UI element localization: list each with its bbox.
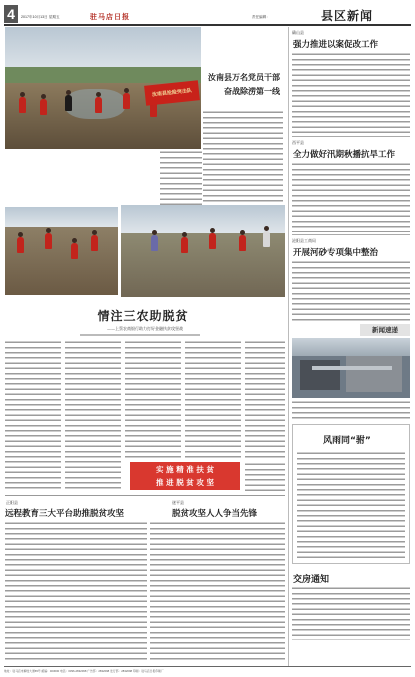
story1-body [5, 521, 147, 661]
poverty-feature-col3 [125, 340, 181, 460]
notice-title: 交房通知 [293, 575, 330, 585]
poverty-feature-title: 情注三农助脱贫 [97, 309, 189, 323]
item2-tag: 西平县 [292, 140, 304, 145]
header-rule [4, 24, 411, 26]
notice-body [292, 586, 410, 640]
news-photo [292, 338, 410, 398]
poverty-feature-subtitle: ——上蔡农商银行助力打好金融扶贫攻坚战 [107, 326, 183, 331]
date-line: 2017年10月13日 星期五 [21, 15, 60, 19]
photo-tag: 新闻速递 [360, 324, 410, 336]
poverty-feature-col4 [185, 340, 241, 460]
lead-headline-line2: 奋战除涝第一线 [224, 87, 280, 96]
column-title: 风雨同“驸” [323, 436, 371, 446]
footer-line: 地址：驻马店市解放大道65号 邮编：463000 电话：0396-2832098 广告部：2832098 发行部：2832098 印刷：驻马店日报印刷厂 [4, 669, 164, 673]
page-number: 4 [4, 5, 18, 23]
story2-body [150, 521, 285, 661]
item3-title: 开展河砂专项集中整治 [293, 248, 379, 258]
field-photo-2 [121, 205, 285, 297]
story1-title: 远程教育三大平台助推脱贫攻坚 [5, 509, 125, 519]
lead-body-text-2 [160, 150, 202, 210]
story2-title: 脱贫攻坚人人争当先锋 [172, 509, 258, 519]
item1-body [292, 52, 410, 134]
news-photo-caption [292, 400, 410, 420]
poverty-feature-col2 [65, 340, 121, 490]
item1-tag: 确山县 [292, 30, 304, 35]
column-box [292, 424, 410, 564]
item3-tag: 泌阳县工商局 [292, 238, 316, 243]
lead-headline-line1: 汝南县万名党员干部 [208, 73, 280, 82]
poverty-feature-col5 [245, 340, 285, 460]
lead-headline [162, 72, 280, 97]
precision-banner-line1: 实 施 精 准 扶 贫 [155, 465, 215, 474]
story1-tag: 正阳县 [6, 500, 18, 505]
masthead-bar [4, 5, 411, 23]
field-photo-1 [5, 207, 118, 295]
story2-tag: 遂平县 [172, 500, 184, 505]
editor-line: 责任编辑： [252, 15, 270, 19]
precision-banner [130, 462, 240, 490]
paper-name: 驻马店日报 [90, 12, 130, 21]
lead-body-text [203, 110, 283, 210]
flag-banner: 汝南县抢险突击队 [144, 80, 200, 106]
item2-title: 全力做好汛期秋播抗旱工作 [293, 150, 396, 160]
poverty-feature-col1 [5, 340, 61, 490]
item3-body [292, 260, 410, 322]
item2-body [292, 162, 410, 232]
item1-title: 强力推进以案促改工作 [293, 40, 379, 50]
precision-banner-line2: 推 进 脱 贫 攻 坚 [155, 478, 215, 487]
section-title: 县区新闻 [321, 9, 374, 23]
